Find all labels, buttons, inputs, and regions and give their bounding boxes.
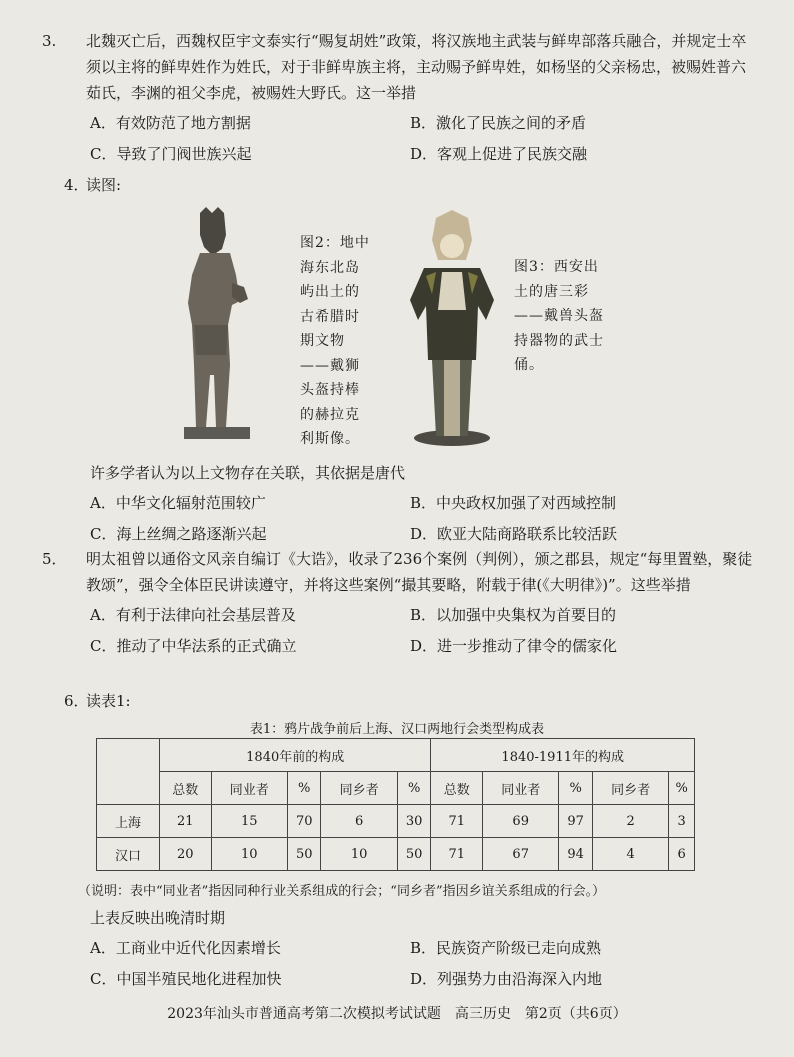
question-stem: 北魏灭亡后，西魏权臣宇文泰实行“赐复胡姓”政策，将汉族地主武装与鲜卑部落兵融合，并规定士卒须以主将的鲜卑姓作为姓氏，对于非鲜卑族主将，主动赐予鲜卑姓，如杨坚的父亲杨忠，被赐姓普六茹氏，李渊的祖父李虎，被赐姓大野氏。这一举措 xyxy=(86,32,747,102)
table-cell: 97 xyxy=(559,805,593,838)
table-cell: 15 xyxy=(211,805,287,838)
option-b: B．中央政权加强了对西域控制 xyxy=(410,494,617,512)
table-group-header: 1840-1911年的构成 xyxy=(431,739,695,772)
option-c: C．导致了门阀世族兴起 xyxy=(90,145,252,163)
table-cell: 71 xyxy=(431,838,483,871)
column-header: 总数 xyxy=(431,772,483,805)
row-header: 汉口 xyxy=(97,838,160,871)
question-6 xyxy=(64,688,764,714)
question-number: 3. xyxy=(42,32,57,50)
table-cell: 70 xyxy=(287,805,321,838)
options-row xyxy=(64,141,764,172)
options-row xyxy=(64,110,764,141)
option-d: D．欧亚大陆商路联系比较活跃 xyxy=(410,525,618,543)
question-3 xyxy=(42,28,764,172)
table-header-row xyxy=(97,739,695,772)
table-cell: 20 xyxy=(160,838,212,871)
table-cell: 2 xyxy=(592,805,668,838)
options-row xyxy=(64,966,770,997)
table-header-row xyxy=(97,772,695,805)
column-header: % xyxy=(669,772,695,805)
question-4-body xyxy=(90,460,770,552)
question-stem: 读表1: xyxy=(86,692,131,710)
sancai-warrior-image xyxy=(402,210,502,450)
question-4 xyxy=(64,172,764,198)
question-text: 上表反映出晚清时期 xyxy=(90,909,226,927)
table-row xyxy=(97,838,695,871)
question-number: 4． xyxy=(64,176,89,194)
option-b: B．以加强中央集权为首要目的 xyxy=(410,606,617,624)
question-number: 5． xyxy=(42,550,67,568)
table-group-header: 1840年前的构成 xyxy=(160,739,431,772)
option-a: A．中华文化辐射范围较广 xyxy=(90,494,266,512)
table-cell: 21 xyxy=(160,805,212,838)
question-5 xyxy=(42,546,764,664)
table-cell: 67 xyxy=(483,838,559,871)
table-row xyxy=(97,805,695,838)
question-stem: 读图: xyxy=(86,176,122,194)
table-cell: 94 xyxy=(559,838,593,871)
table-title: 表1：鸦片战争前后上海、汉口两地行会类型构成表 xyxy=(249,722,545,737)
table-cell: 50 xyxy=(397,838,431,871)
heracles-statue-image xyxy=(170,205,260,445)
question-number: 6． xyxy=(64,692,89,710)
option-c: C．中国半殖民地化进程加快 xyxy=(90,970,282,988)
table-cell: 50 xyxy=(287,838,321,871)
column-header: 同业者 xyxy=(483,772,559,805)
option-d: D．客观上促进了民族交融 xyxy=(410,145,588,163)
options-row xyxy=(64,490,770,521)
column-header: 同乡者 xyxy=(592,772,668,805)
table-cell: 30 xyxy=(397,805,431,838)
column-header: 同乡者 xyxy=(321,772,397,805)
table-note: （说明：表中“同业者”指因同种行业关系组成的行会；“同乡者”指因乡谊关系组成的行会。） xyxy=(78,884,606,899)
page-footer: 2023年汕头市普通高考第二次模拟考试试题 高三历史 第2页（共6页） xyxy=(167,1006,627,1022)
option-d: D．列强势力由沿海深入内地 xyxy=(410,970,603,988)
options-row xyxy=(64,602,764,633)
question-6-body xyxy=(90,905,770,997)
table-cell: 6 xyxy=(669,838,695,871)
option-d: D．进一步推动了律令的儒家化 xyxy=(410,637,618,655)
corner-cell xyxy=(97,739,160,805)
row-header: 上海 xyxy=(97,805,160,838)
table-cell: 71 xyxy=(431,805,483,838)
figure-3-caption: 图3：西安出土的唐三彩——戴兽头盔持器物的武士俑。 xyxy=(514,259,604,373)
option-a: A．有效防范了地方割据 xyxy=(90,114,251,132)
option-a: A．有利于法律向社会基层普及 xyxy=(90,606,296,624)
options-row xyxy=(64,633,764,664)
guild-table xyxy=(96,738,695,871)
question-text: 许多学者认为以上文物存在关联，其依据是唐代 xyxy=(90,464,406,482)
option-a: A．工商业中近代化因素增长 xyxy=(90,939,281,957)
column-header: % xyxy=(559,772,593,805)
table-cell: 6 xyxy=(321,805,397,838)
question-stem: 明太祖曾以通俗文风亲自编订《大诰》，收录了236个案例（判例），颁之郡县，规定“每里置塾，聚徒教颂”，强令全体臣民讲读遵守，并将这些案例“撮其要略，附载于律(《大明律》)”。这些举措 xyxy=(86,550,753,594)
column-header: 同业者 xyxy=(211,772,287,805)
table-cell: 10 xyxy=(321,838,397,871)
column-header: % xyxy=(397,772,431,805)
column-header: 总数 xyxy=(160,772,212,805)
column-header: % xyxy=(287,772,321,805)
table-cell: 10 xyxy=(211,838,287,871)
option-b: B．激化了民族之间的矛盾 xyxy=(410,114,587,132)
option-c: C．海上丝绸之路逐渐兴起 xyxy=(90,525,267,543)
table-cell: 4 xyxy=(592,838,668,871)
option-b: B．民族资产阶级已走向成熟 xyxy=(410,939,602,957)
option-c: C．推动了中华法系的正式确立 xyxy=(90,637,297,655)
options-row xyxy=(64,935,770,966)
table-cell: 69 xyxy=(483,805,559,838)
table-cell: 3 xyxy=(669,805,695,838)
figure-2-caption: 图2：地中海东北岛屿出土的古希腊时期文物——戴狮头盔持棒的赫拉克利斯像。 xyxy=(300,235,370,447)
